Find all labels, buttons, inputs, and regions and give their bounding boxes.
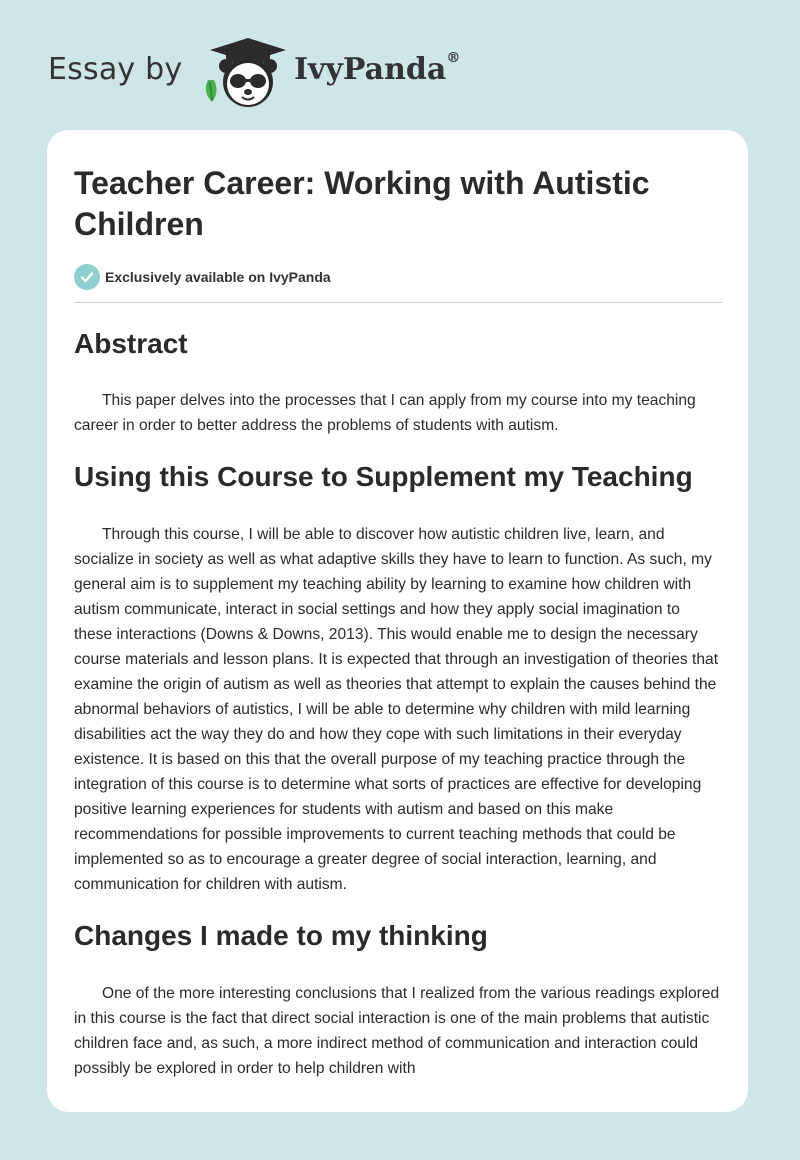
section-body-changes: One of the more interesting conclusions that I realized from the various readings explored in this course is the fact that direct social interaction is one of the main problems that autistic children face and, as such, a more indirect method of communication and interaction could possibly be explored in order to help children with bbox=[74, 985, 720, 1077]
brand-name[interactable]: IvyPanda® bbox=[294, 50, 461, 87]
essay-content bbox=[74, 130, 722, 1081]
check-icon bbox=[74, 264, 100, 290]
essay-card bbox=[47, 130, 748, 1112]
section-body-abstract: This paper delves into the processes that I can apply from my course into my teaching career in order to better address the problems of students with autism. bbox=[74, 392, 696, 434]
essay-title: Teacher Career: Working with Autistic Children bbox=[74, 165, 650, 242]
section-heading-abstract: Abstract bbox=[74, 328, 188, 359]
registered-mark: ® bbox=[446, 50, 461, 66]
section-heading-course: Using this Course to Supplement my Teaching bbox=[74, 461, 693, 492]
panda-graduate-logo-icon[interactable] bbox=[200, 36, 292, 110]
exclusive-badge bbox=[74, 263, 722, 291]
divider bbox=[74, 302, 722, 303]
exclusive-label: Exclusively available on IvyPanda bbox=[105, 269, 331, 285]
essay-by-label: Essay by bbox=[48, 52, 183, 87]
section-body-course: Through this course, I will be able to discover how autistic children live, learn, and socialize in society as well as what adaptive skills they have to learn to function. As such, my general aim is to supplement my teaching ability by learning to examine how children with autism communicate, interact in social settings and how they apply social imagination to these interactions (Downs & Downs, 2013). This would enable me to design the necessary course materials and lesson plans. It is expected that through an investigation of theories that examine the origin of autism as well as theories that attempt to explain the causes behind the abnormal behaviors of autistics, I will be able to determine why children with mild learning disabilities act the way they do and how they cope with such limitations in their everyday existence. It is based on this that the overall purpose of my teaching practice through the integration of this course is to determine what sorts of practices are effective for developing positive learning experiences for students with autism and based on this make recommendations for possible improvements to current teaching methods that could be implemented so as to encourage a greater degree of social interaction, learning, and communication for children with autism. bbox=[74, 526, 719, 893]
section-heading-changes: Changes I made to my thinking bbox=[74, 920, 488, 951]
site-header bbox=[0, 0, 800, 120]
